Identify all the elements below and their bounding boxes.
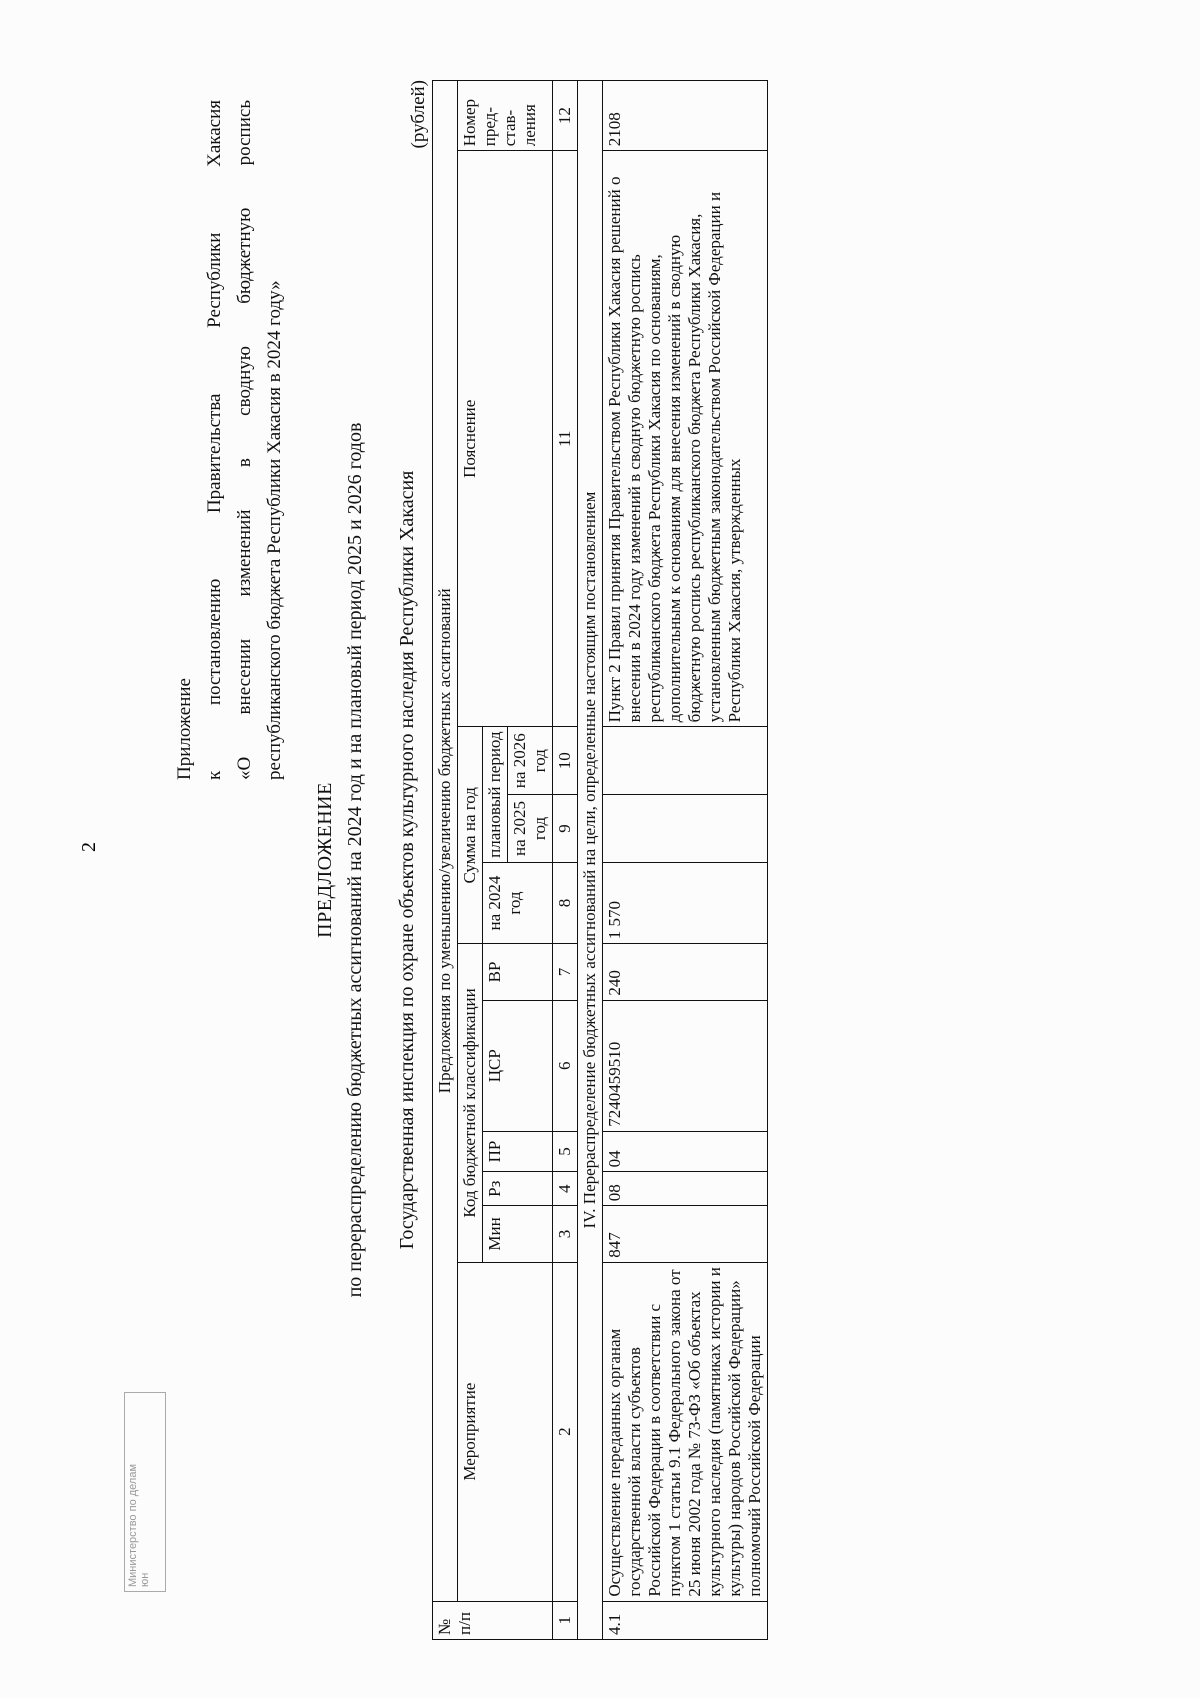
cell-no: 4.1 bbox=[603, 1601, 768, 1639]
header-planned: плановый период bbox=[483, 727, 508, 863]
section-title: IV. Перераспределение бюджетных ассигнований на цели, определенные настоящим постановлением bbox=[578, 81, 603, 1640]
unit-label: (рублей) bbox=[408, 80, 429, 149]
cell-rep: 2108 bbox=[603, 81, 768, 151]
header-pr: ПР bbox=[483, 1131, 553, 1172]
page-number: 2 bbox=[78, 842, 100, 852]
table-row bbox=[603, 81, 768, 1640]
cell-sum-2026 bbox=[603, 727, 768, 795]
header-event: Мероприятие bbox=[458, 1262, 553, 1601]
header-min: Мин bbox=[483, 1206, 553, 1262]
header-code-group: Код бюджетной классификации bbox=[458, 944, 483, 1263]
column-number: 5 bbox=[553, 1131, 578, 1172]
column-number: 3 bbox=[553, 1206, 578, 1262]
registration-stamp bbox=[124, 1392, 166, 1592]
column-number: 2 bbox=[553, 1262, 578, 1601]
header-sum-group: Сумма на год bbox=[458, 727, 483, 944]
appendix-line: к постановлению Правительства Республики Хакасия bbox=[204, 100, 225, 780]
document-heading bbox=[310, 80, 422, 1640]
header-rz: Рз bbox=[483, 1172, 553, 1206]
appendix-line: республиканского бюджета Республики Хакасия в 2024 году» bbox=[264, 280, 285, 780]
document-title: ПРЕДЛОЖЕНИЕ bbox=[314, 782, 336, 938]
header-2025: на 2025 год bbox=[508, 795, 553, 863]
header-vr: ВР bbox=[483, 944, 553, 1000]
column-number: 7 bbox=[553, 944, 578, 1000]
cell-csr: 7240459510 bbox=[603, 1000, 768, 1131]
column-number: 1 bbox=[553, 1601, 578, 1639]
column-number: 8 bbox=[553, 862, 578, 943]
cell-pr: 04 bbox=[603, 1131, 768, 1172]
column-number: 9 bbox=[553, 795, 578, 863]
rotated-sheet bbox=[170, 80, 1070, 1640]
column-number: 10 bbox=[553, 727, 578, 795]
column-number: 12 bbox=[553, 81, 578, 151]
column-number: 6 bbox=[553, 1000, 578, 1131]
appendix-block bbox=[170, 100, 290, 780]
header-note: Пояснение bbox=[458, 151, 553, 727]
header-2026: на 2026 год bbox=[508, 727, 553, 795]
column-number: 11 bbox=[553, 151, 578, 727]
header-rep: Номер пред- став- ления bbox=[458, 81, 553, 151]
header-csr: ЦСР bbox=[483, 1000, 553, 1131]
appendix-line: «О внесении изменений в сводную бюджетную роспись bbox=[234, 100, 255, 780]
budget-table bbox=[432, 80, 768, 1640]
column-number: 4 bbox=[553, 1172, 578, 1206]
cell-event: Осуществление переданных органам государственной власти субъектов Российской Федерации в соответствии с пунктом 1 статьи 9.1 Федерального закона от 25 июня 2002 года № 73-ФЗ «Об объектах культурного наследия (памятниках истории и культуры) народов Российской Федерации» полномочий Российской Федерации bbox=[603, 1262, 768, 1601]
cell-note: Пункт 2 Правил принятия Правительством Республики Хакасия решений о внесении в 2024 году изменений в сводную бюджетную роспись республиканского бюджета Республики Хакасия по основаниям, дополнительным к основаниям для внесения изменений в сводную бюджетную роспись республиканского бюджета Республики Хакасия, установленным бюджетным законодательством Российской Федерации и Республики Хакасия, утвержденных bbox=[603, 151, 768, 727]
header-group: Предложения по уменьшению/увеличению бюджетных ассигнований bbox=[433, 81, 458, 1602]
appendix-line: Приложение bbox=[174, 678, 195, 780]
cell-sum-2025 bbox=[603, 795, 768, 863]
cell-min: 847 bbox=[603, 1206, 768, 1262]
header-2024: на 2024 год bbox=[483, 862, 553, 943]
document-subtitle: по перераспределению бюджетных ассигнований на 2024 год и на плановый период 2025 и 2026 годов bbox=[344, 422, 366, 1298]
stamp-line: Министерство по делам bbox=[127, 1463, 139, 1587]
cell-vr: 240 bbox=[603, 944, 768, 1000]
cell-rz: 08 bbox=[603, 1172, 768, 1206]
stamp-line: юн bbox=[139, 1572, 151, 1587]
header-no: № п/п bbox=[433, 1601, 553, 1639]
organization-name: Государственная инспекция по охране объектов культурного наследия Республики Хакасия bbox=[396, 470, 418, 1250]
cell-sum-2024: 1 570 bbox=[603, 862, 768, 943]
